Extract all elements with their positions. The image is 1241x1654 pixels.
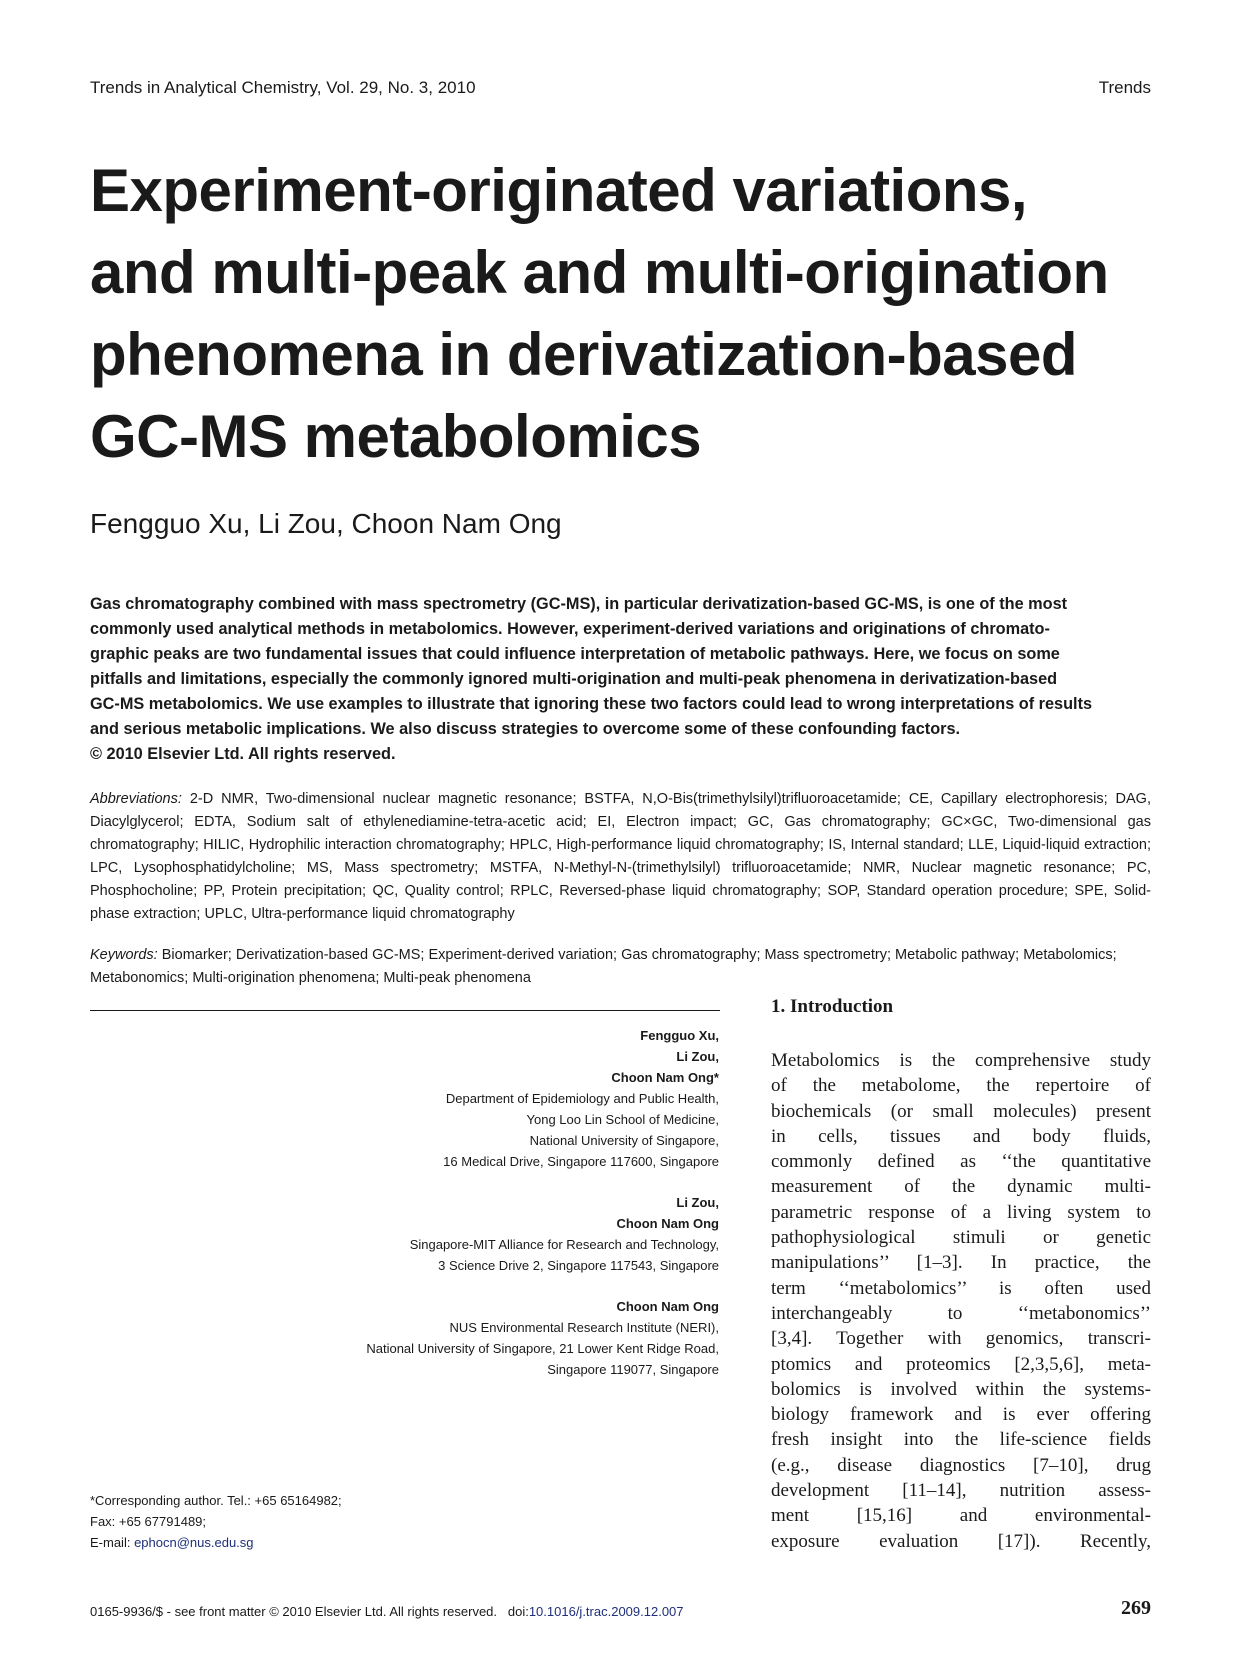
abbreviations — [90, 788, 1151, 926]
title-line: Experiment-originated variations, — [90, 157, 1028, 224]
abbreviations-text: 2-D NMR, Two-dimensional nuclear magnetic resonance; BSTFA, N,O-Bis(trimethylsilyl)trifluoroacetamide; CE, Capillary electrophoresis; DAG, Diacylglycerol; EDTA, Sodium salt of ethylenediamine-tetra-acetic acid; EI, Electron impact; GC, Gas chromatography; GC×GC, Two-dimensional gas chromatography; HILIC, Hydrophilic interaction chromatography; HPLC, High-performance liquid chromatography; IS, Internal standard; LLE, Liquid-liquid extraction; LPC, Lysophosphatidylcholine; MS, Mass spectrometry; MSTFA, N-Methyl-N-(trimethylsilyl) trifluoroacetamide; NMR, Nuclear magnetic resonance; PC, Phosphocholine; PP, Protein precipitation; QC, Quality control; RPLC, Reversed-phase liquid chromatography; SOP, Standard operation procedure; SPE, Solid-phase extraction; UPLC, Ultra-performance liquid chromatography — [90, 791, 1151, 922]
affiliation-name: Li Zou, — [676, 1195, 719, 1210]
footer-issn — [90, 1604, 684, 1619]
title-line: GC-MS metabolomics — [90, 403, 702, 470]
doi-link[interactable]: 10.1016/j.trac.2009.12.007 — [528, 1604, 684, 1619]
abstract-line: commonly used analytical methods in metabolomics. However, experiment-derived variations and originations of chromato- — [90, 620, 1050, 638]
intro-line: biochemicals (or small molecules) present — [771, 1100, 1151, 1122]
abstract — [90, 592, 1151, 767]
article-title — [90, 150, 1160, 478]
affiliation-address: National University of Singapore, — [529, 1133, 719, 1148]
running-header-journal: Trends in Analytical Chemistry, Vol. 29, No. 3, 2010 — [90, 78, 476, 97]
keywords-label: Keywords: — [90, 947, 158, 963]
affiliation-address: National University of Singapore, 21 Lower Kent Ridge Road, — [366, 1341, 719, 1356]
affiliation-address: Singapore 119077, Singapore — [547, 1362, 719, 1377]
title-line: and multi-peak and multi-origination — [90, 239, 1109, 306]
intro-line: bolomics is involved within the systems- — [771, 1378, 1151, 1400]
intro-line: parametric response of a living system to — [771, 1201, 1151, 1223]
affiliation-address: Singapore-MIT Alliance for Research and Technology, — [409, 1237, 719, 1252]
intro-line: pathophysiological stimuli or genetic — [771, 1227, 1151, 1249]
affiliation-name: Choon Nam Ong — [616, 1299, 719, 1314]
affiliation-address: Department of Epidemiology and Public Health, — [445, 1091, 719, 1106]
abstract-line: GC-MS metabolomics. We use examples to illustrate that ignoring these two factors could lead to wrong interpretations of results — [90, 695, 1093, 713]
intro-line: commonly defined as ‘‘the quantitative — [771, 1151, 1151, 1173]
intro-line: ptomics and proteomics [2,3,5,6], meta- — [771, 1353, 1151, 1375]
intro-line: of the metabolome, the repertoire of — [771, 1075, 1151, 1097]
intro-line: [3,4]. Together with genomics, transcri- — [771, 1328, 1151, 1350]
keywords — [90, 944, 1151, 990]
author-list: Fengguo Xu, Li Zou, Choon Nam Ong — [90, 508, 562, 539]
intro-line: fresh insight into the life-science fields — [771, 1429, 1151, 1451]
affiliation-name: Fengguo Xu, — [640, 1028, 719, 1043]
intro-line: manipulations’’ [1–3]. In practice, the — [771, 1252, 1151, 1274]
intro-line: interchangeably to ‘‘metabonomics’’ — [771, 1302, 1151, 1324]
keywords-text: Biomarker; Derivatization-based GC-MS; Experiment-derived variation; Gas chromatography; Mass spectrometry; Metabolic pathway; Metabolomics; Metabonomics; Multi-origination phenomena; Multi-peak phenomena — [90, 947, 1117, 986]
affiliation-address: Yong Loo Lin School of Medicine, — [526, 1112, 719, 1127]
corresponding-author-footnote — [90, 1490, 342, 1553]
intro-line: measurement of the dynamic multi- — [771, 1176, 1151, 1198]
intro-line: development [11–14], nutrition assess- — [771, 1480, 1151, 1502]
abbreviations-label: Abbreviations: — [90, 791, 182, 807]
affiliation-name: Choon Nam Ong* — [611, 1070, 719, 1085]
intro-line: in cells, tissues and body fluids, — [771, 1125, 1151, 1147]
intro-line: term ‘‘metabolomics’’ is often used — [771, 1277, 1151, 1299]
divider — [90, 1010, 720, 1011]
page-number: 269 — [1121, 1597, 1151, 1619]
affiliation-address: NUS Environmental Research Institute (NERI), — [449, 1320, 719, 1335]
affiliations — [299, 1025, 719, 1400]
issn-text: 0165-9936/$ - see front matter © 2010 Elsevier Ltd. All rights reserved. — [90, 1604, 498, 1619]
footnote-email-line — [90, 1532, 342, 1553]
abstract-line: and serious metabolic implications. We also discuss strategies to overcome some of these confounding factors. — [90, 720, 961, 738]
intro-line: biology framework and is ever offering — [771, 1404, 1151, 1426]
affiliation-group — [299, 1025, 719, 1172]
email-label: E-mail: — [90, 1535, 135, 1550]
footnote-fax: Fax: +65 67791489; — [90, 1514, 207, 1529]
section-heading: 1. Introduction — [771, 996, 894, 1017]
running-header-section: Trends — [1098, 78, 1151, 97]
footnote-tel: *Corresponding author. Tel.: +65 65164982; — [90, 1493, 342, 1508]
intro-line: Metabolomics is the comprehensive study — [771, 1050, 1151, 1071]
affiliation-name: Li Zou, — [676, 1049, 719, 1064]
intro-line: ment [15,16] and environmental- — [771, 1505, 1151, 1527]
affiliation-address: 3 Science Drive 2, Singapore 117543, Singapore — [438, 1258, 719, 1273]
affiliation-name: Choon Nam Ong — [616, 1216, 719, 1231]
abstract-line: Gas chromatography combined with mass spectrometry (GC-MS), in particular derivatization-based GC-MS, is one of the most — [90, 595, 1068, 613]
title-line: phenomena in derivatization-based — [90, 321, 1078, 388]
doi-label: doi: — [507, 1604, 529, 1619]
abstract-line: pitfalls and limitations, especially the commonly ignored multi-origination and multi-peak phenomena in derivatization-based — [90, 670, 1058, 688]
affiliation-address: 16 Medical Drive, Singapore 117600, Singapore — [443, 1154, 719, 1169]
abstract-line: graphic peaks are two fundamental issues that could influence interpretation of metabolic pathways. Here, we focus on some — [90, 645, 1060, 663]
intro-line: (e.g., disease diagnostics [7–10], drug — [771, 1454, 1151, 1476]
introduction-text — [771, 1048, 1151, 1554]
email-link[interactable]: ephocn@nus.edu.sg — [134, 1535, 254, 1550]
intro-line: exposure evaluation [17]). Recently, — [771, 1530, 1151, 1552]
affiliation-group — [299, 1192, 719, 1276]
copyright-line: © 2010 Elsevier Ltd. All rights reserved. — [90, 745, 396, 763]
affiliation-group — [299, 1296, 719, 1380]
